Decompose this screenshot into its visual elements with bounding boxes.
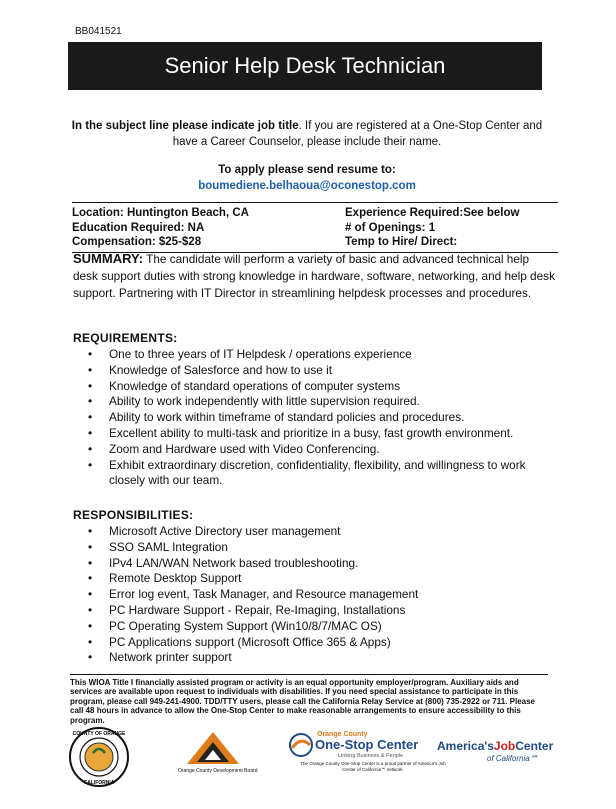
job-info-box (72, 202, 558, 253)
list-item-text: Network printer support (109, 650, 232, 665)
ocdb-logo (185, 730, 241, 766)
title-banner (68, 42, 542, 90)
responsibilities-list (88, 524, 548, 666)
list-item-text: PC Applications support (Microsoft Office 365 & Apps) (109, 634, 391, 649)
seal-text-top: COUNTY OF ORANGE (72, 731, 126, 737)
list-item-text: Microsoft Active Directory user management (109, 524, 341, 538)
list-item-text: Knowledge of Salesforce and how to use it (109, 362, 332, 377)
apply-block (60, 162, 554, 194)
list-item (88, 556, 548, 572)
list-item-text: Exhibit extraordinary discretion, confidentiality, flexibility, and willingness to work closely with our team. (109, 457, 526, 488)
education-required: Education Required: NA (72, 221, 205, 234)
list-item (88, 347, 548, 363)
list-item-text: Knowledge of standard operations of computer systems (109, 378, 401, 393)
summary-text: The candidate will perform a variety of basic and advanced technical help desk support duties with strong knowledge in hardware, software, networking, and help desk support. Partnering with IT Director in streamlining helpdesk processes and procedures. (73, 252, 555, 300)
one-stop-center-icon (288, 732, 314, 758)
list-item (88, 619, 548, 635)
list-item-text: Zoom and Hardware used with Video Conferencing. (109, 441, 380, 456)
list-item-text: One to three years of IT Helpdesk / operations experience (109, 347, 412, 361)
list-item (88, 363, 548, 379)
list-item-text: Error log event, Task Manager, and Resource management (109, 587, 419, 602)
ajc-text-c: Center (515, 739, 554, 753)
bullet-icon: • (88, 618, 93, 633)
list-item-text: Ability to work independently with little supervision required. (109, 394, 420, 409)
job-title: Senior Help Desk Technician (164, 53, 446, 78)
list-item (88, 394, 548, 410)
county-seal-logo (68, 726, 130, 788)
bullet-icon: • (88, 650, 93, 665)
bullet-icon: • (88, 524, 93, 538)
list-item-text: Ability to work within timeframe of standard policies and procedures. (109, 410, 465, 425)
list-item (88, 458, 548, 490)
bullet-icon: • (88, 634, 93, 649)
bullet-icon: • (88, 602, 93, 617)
intro-rest: . If you are registered at a One-Stop Center and have a Career Counselor, please include their name. (172, 120, 543, 148)
list-item (88, 540, 548, 556)
summary-section (73, 250, 555, 302)
list-item-text: IPv4 LAN/WAN Network based troubleshooting. (109, 555, 359, 570)
list-item-text: Excellent ability to multi-task and prioritize in a busy, fast growth environment. (109, 425, 514, 440)
list-item-text: Remote Desktop Support (109, 571, 242, 586)
list-item (88, 426, 548, 442)
intro-paragraph (60, 118, 554, 150)
bullet-icon: • (88, 571, 93, 586)
apply-email[interactable]: boumediene.belhaoua@oconestop.com (198, 180, 416, 192)
ajc-text-a: America's (437, 739, 494, 753)
temp-to-hire: Temp to Hire/ Direct: (345, 236, 458, 248)
list-item (88, 635, 548, 651)
intro-bold: In the subject line please indicate job title (71, 120, 299, 132)
bullet-icon: • (88, 347, 93, 361)
bullet-icon: • (88, 539, 93, 554)
list-item-text: PC Operating System Support (Win10/8/7/MAC OS) (109, 618, 382, 633)
bullet-icon: • (88, 362, 93, 377)
bullet-icon: • (88, 394, 93, 409)
list-item (88, 524, 548, 540)
ajc-text-b: Job (493, 739, 516, 753)
osc-partner-note: The Orange County One-Stop Center is a proud partner of America's Job Center of California℠ network. (300, 761, 446, 772)
ajc-subtitle: of California℠ (487, 754, 538, 763)
ocdb-caption: Orange County Development Board (178, 768, 258, 774)
document-id: BB041521 (75, 26, 122, 37)
experience-required: Experience Required:See below (345, 207, 520, 219)
bullet-icon: • (88, 457, 93, 472)
list-item (88, 410, 548, 426)
osc-top-text: Orange County (317, 731, 368, 738)
list-item (88, 379, 548, 395)
footer-disclaimer: This WIOA Title I financially assisted program or activity is an equal opportunity employer/program. Auxiliary aids and services are available upon request to individuals with disabilities. If you need special assistance to participate in this program, please call 949-241-4900. TDD/TTY users, please call the California Relay Service at (800) 735-2922 or 711. Please call 48 hours in advance to allow the One-Stop Center to make reasonable arrangements to ensure accessibility to this program. (70, 674, 548, 725)
apply-label: To apply please send resume to: (218, 164, 396, 176)
responsibilities-heading: RESPONSIBILITIES: (73, 508, 194, 522)
seal-text-bottom: CALIFORNIA (83, 780, 115, 786)
requirements-list (88, 347, 548, 489)
bullet-icon: • (88, 441, 93, 456)
ajc-logo (437, 739, 553, 753)
list-item (88, 442, 548, 458)
list-item (88, 587, 548, 603)
bullet-icon: • (88, 425, 93, 440)
bullet-icon: • (88, 410, 93, 425)
summary-heading: SUMMARY: (73, 251, 144, 266)
compensation: Compensation: $25-$28 (72, 236, 202, 248)
bullet-icon: • (88, 555, 93, 570)
logos-row (60, 726, 560, 796)
bullet-icon: • (88, 587, 93, 602)
list-item (88, 603, 548, 619)
list-item (88, 571, 548, 587)
bullet-icon: • (88, 378, 93, 393)
osc-tagline: Linking Business & People (338, 753, 404, 759)
list-item (88, 650, 548, 666)
requirements-heading: REQUIREMENTS: (73, 331, 178, 345)
list-item-text: PC Hardware Support - Repair, Re-Imaging, Installations (109, 602, 406, 617)
number-of-openings: # of Openings: 1 (345, 221, 436, 234)
osc-main-text: One-Stop Center (315, 737, 419, 752)
list-item-text: SSO SAML Integration (109, 539, 228, 554)
location: Location: Huntington Beach, CA (72, 207, 249, 219)
